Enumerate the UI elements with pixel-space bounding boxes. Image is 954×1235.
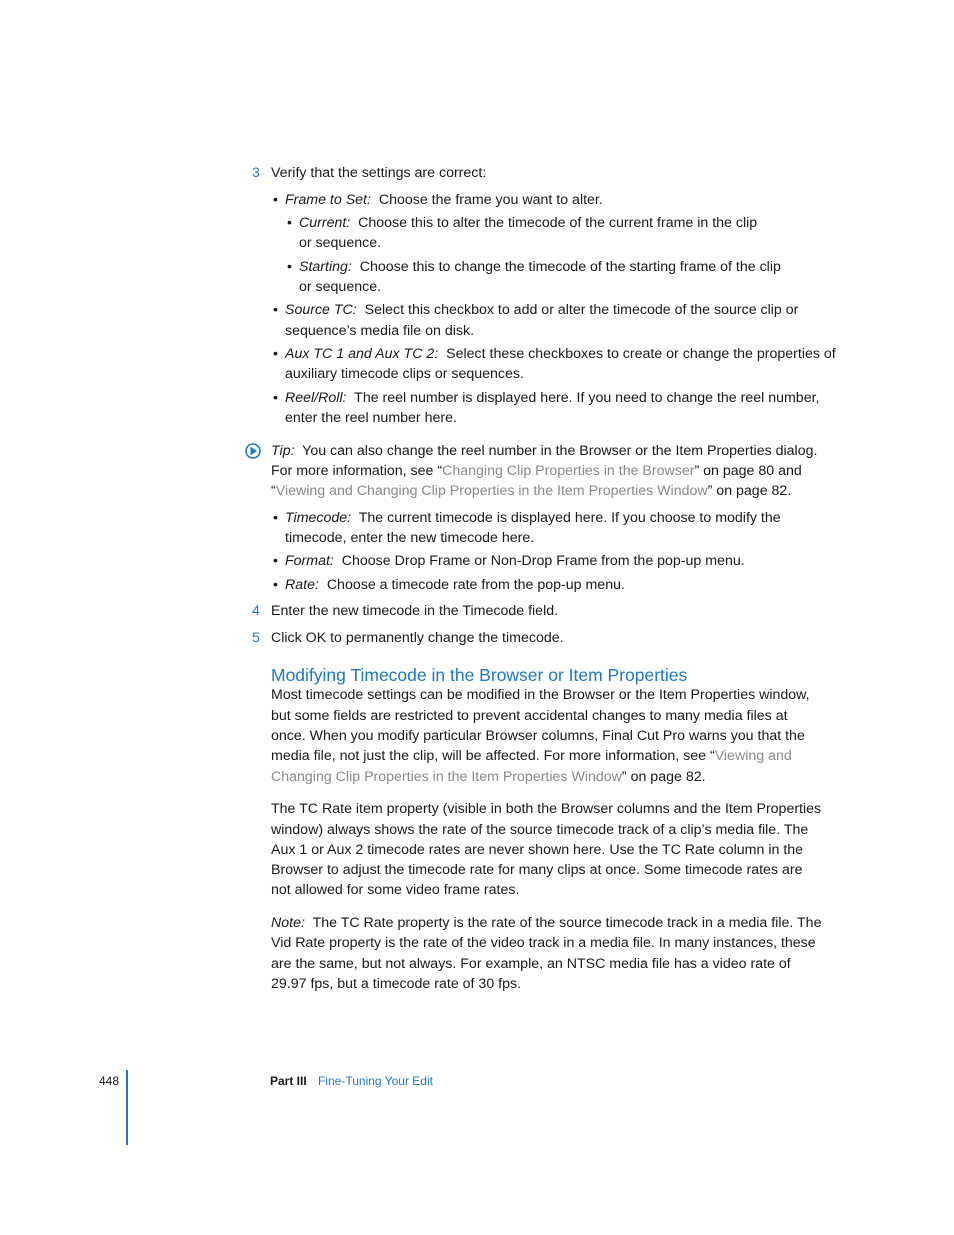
tip-line-1: Tip: You can also change the reel number in the Browser or the Item Properties dialog.: [271, 443, 818, 459]
footer-rule: [126, 1070, 128, 1145]
footer-title: Fine-Tuning Your Edit: [318, 1074, 433, 1088]
step-number: 5: [252, 630, 260, 646]
step-text: Verify that the settings are correct:: [271, 165, 487, 181]
tip-line-2: For more information, see “Changing Clip Properties in the Browser” on page 80 and: [271, 463, 802, 479]
note-label: Note:: [271, 915, 305, 931]
bullet: •: [273, 302, 278, 318]
paragraph-line: but some fields are restricted to prevent accidental changes to many media files at: [271, 708, 788, 724]
bullet: •: [287, 259, 292, 275]
bullet-source-tc: Source TC: Select this checkbox to add or alter the timecode of the source clip or: [285, 302, 799, 318]
footer-part: Part III: [270, 1074, 307, 1088]
bullet: •: [273, 553, 278, 569]
page-number: 448: [99, 1074, 120, 1088]
bullet-timecode: Timecode: The current timecode is displayed here. If you choose to modify the: [285, 510, 781, 526]
step-number: 3: [252, 165, 260, 181]
step-text: Enter the new timecode in the Timecode field.: [271, 603, 559, 619]
paragraph-line: once. When you modify particular Browser columns, Final Cut Pro warns you that the: [271, 728, 805, 744]
link-viewing-and-changing-a[interactable]: Viewing and: [714, 748, 792, 764]
section-heading: Modifying Timecode in the Browser or Item Properties: [271, 665, 688, 685]
bullet: •: [273, 577, 278, 593]
paragraph-line: Most timecode settings can be modified in the Browser or the Item Properties window,: [271, 687, 810, 703]
paragraph-line: media file, not just the clip, will be affected. For more information, see “Viewing and: [271, 748, 792, 764]
bullet: •: [287, 215, 292, 231]
bullet: •: [273, 192, 278, 208]
link-viewing-and-changing[interactable]: Viewing and Changing Clip Properties in the Item Properties Window: [275, 483, 708, 499]
note-line: 29.97 fps, but a timecode rate of 30 fps.: [271, 976, 522, 992]
bullet-source-tc-cont: sequence’s media file on disk.: [285, 323, 475, 339]
bullet-starting: Starting: Choose this to change the timecode of the starting frame of the clip: [299, 259, 781, 275]
bullet-reel-roll: Reel/Roll: The reel number is displayed here. If you need to change the reel number,: [285, 390, 820, 406]
link-changing-clip-properties[interactable]: Changing Clip Properties in the Browser: [442, 463, 695, 479]
bullet-current-cont: or sequence.: [299, 235, 382, 251]
bullet: •: [273, 510, 278, 526]
tip-arrow-icon: [245, 443, 263, 459]
note-line: are the same, but not always. For example, an NTSC media file has a video rate of: [271, 956, 791, 972]
paragraph-line: Browser to adjust the timecode rate for many clips at once. Some timecode rates are: [271, 862, 803, 878]
note-line: Note: The TC Rate property is the rate of the source timecode track in a media file. The: [271, 915, 822, 931]
note-line: Vid Rate property is the rate of the video track in a media file. In many instances, these: [271, 935, 816, 951]
step-text: Click OK to permanently change the timecode.: [271, 630, 564, 646]
bullet-aux-tc-cont: auxiliary timecode clips or sequences.: [285, 366, 524, 382]
bullet: •: [273, 346, 278, 362]
paragraph-line: Changing Clip Properties in the Item Properties Window” on page 82.: [271, 769, 706, 785]
bullet-format: Format: Choose Drop Frame or Non-Drop Frame from the pop-up menu.: [285, 553, 745, 569]
paragraph-line: Aux 1 or Aux 2 timecode rates are never shown here. Use the TC Rate column in the: [271, 842, 804, 858]
bullet-frame-to-set: Frame to Set: Choose the frame you want to alter.: [285, 192, 603, 208]
bullet-reel-roll-cont: enter the reel number here.: [285, 410, 457, 426]
bullet-aux-tc: Aux TC 1 and Aux TC 2: Select these checkboxes to create or change the properties of: [285, 346, 836, 362]
bullet-starting-cont: or sequence.: [299, 279, 382, 295]
tip-line-3: “Viewing and Changing Clip Properties in the Item Properties Window” on page 82.: [271, 483, 792, 499]
bullet: •: [273, 390, 278, 406]
link-viewing-and-changing-b[interactable]: Changing Clip Properties in the Item Properties Window: [271, 769, 622, 785]
paragraph-line: not allowed for some video frame rates.: [271, 882, 520, 898]
bullet-current: Current: Choose this to alter the timecode of the current frame in the clip: [299, 215, 758, 231]
step-number: 4: [252, 603, 260, 619]
paragraph-line: window) always shows the rate of the source timecode track of a clip’s media file. The: [271, 822, 809, 838]
bullet-timecode-cont: timecode, enter the new timecode here.: [285, 530, 535, 546]
paragraph-line: The TC Rate item property (visible in both the Browser columns and the Item Properties: [271, 801, 822, 817]
bullet-rate: Rate: Choose a timecode rate from the pop-up menu.: [285, 577, 625, 593]
